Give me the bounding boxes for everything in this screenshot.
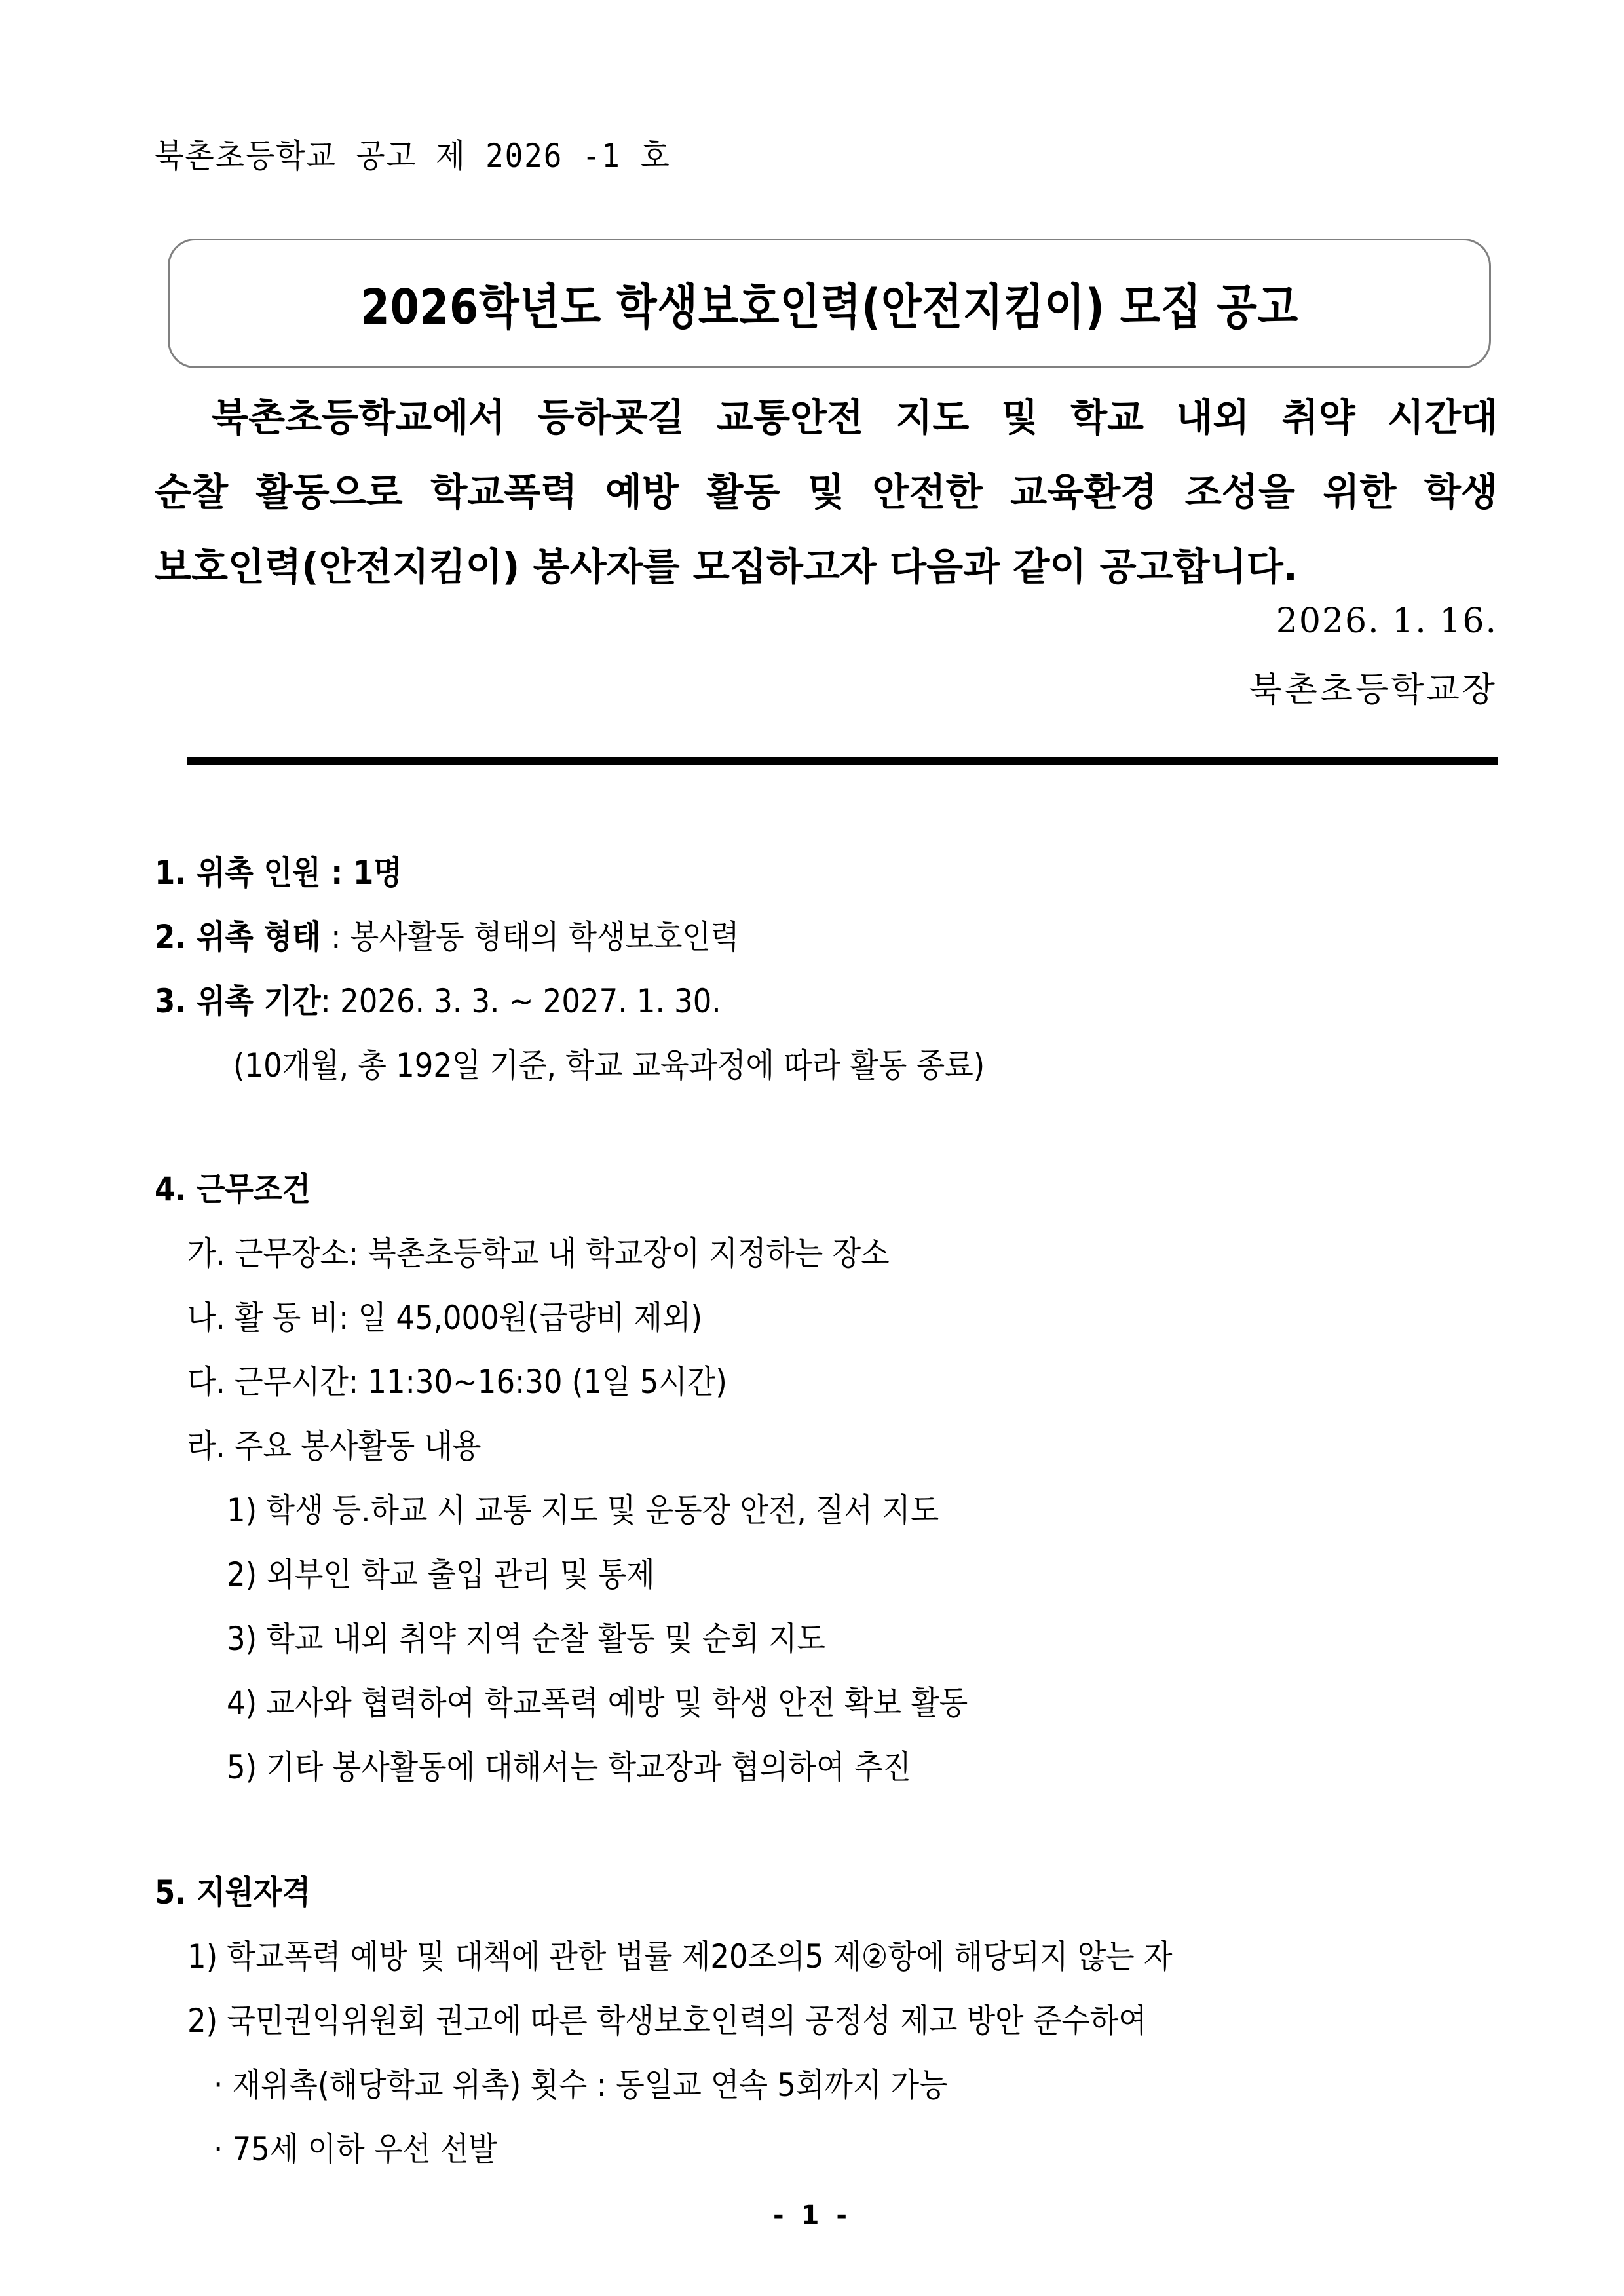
page-number: - 1 - <box>773 2200 851 2230</box>
duty-item: 4) 교사와 협력하여 학교폭력 예방 및 학생 안전 확보 활동 <box>227 1684 968 1722</box>
section-2-value: : 봉사활동 형태의 학생보호인력 <box>331 918 740 956</box>
divider-rule <box>187 757 1498 765</box>
signer: 북촌초등학교장 <box>1249 670 1498 710</box>
qualification-item: 1) 학교폭력 예방 및 대책에 관한 법률 제20조의5 제②항에 해당되지 않는 자 <box>187 1938 1173 1976</box>
duty-item: 3) 학교 내외 취약 지역 순찰 활동 및 순회 지도 <box>227 1620 825 1658</box>
document-title: 2026학년도 학생보호인력(안전지킴이) 모집 공고 <box>360 279 1298 335</box>
section-3-note: (10개월, 총 192일 기준, 학교 교육과정에 따라 활동 종료) <box>233 1046 985 1084</box>
section-1-label: 1. 위촉 인원 : <box>155 854 353 892</box>
work-condition-item: 가. 근무장소: 북촌초등학교 내 학교장이 지정하는 장소 <box>187 1234 890 1272</box>
section-4-heading: 4. 근무조건 <box>155 1170 311 1208</box>
duty-item: 2) 외부인 학교 출입 관리 및 통제 <box>227 1556 655 1594</box>
notice-number: 북촌초등학교 공고 제 2026 -1 호 <box>155 137 671 175</box>
section-3 <box>155 975 721 1022</box>
section-1-value: 1명 <box>352 854 402 892</box>
duty-item: 1) 학생 등.하교 시 교통 지도 및 운동장 안전, 질서 지도 <box>227 1491 939 1529</box>
section-5-heading: 5. 지원자격 <box>155 1873 311 1911</box>
section-3-label: 3. 위촉 기간 <box>155 982 321 1020</box>
work-condition-item: 나. 활 동 비: 일 45,000원(급량비 제외) <box>187 1299 703 1337</box>
duty-item: 5) 기타 봉사활동에 대해서는 학교장과 협의하여 추진 <box>227 1748 911 1786</box>
intro-line: 순찰 활동으로 학교폭력 예방 활동 및 안전한 교육환경 조성을 위한 학생 <box>155 470 1498 514</box>
section-2 <box>155 911 739 958</box>
section-3-value: : 2026. 3. 3. ~ 2027. 1. 30. <box>320 982 721 1020</box>
intro-line: 북촌초등학교에서 등하굣길 교통안전 지도 및 학교 내외 취약 시간대 <box>155 395 1498 440</box>
intro-paragraph <box>155 380 1498 604</box>
qualification-bullet: · 75세 이하 우선 선발 <box>214 2130 498 2168</box>
work-condition-item: 다. 근무시간: 11:30~16:30 (1일 5시간) <box>187 1363 727 1401</box>
qualification-item: 2) 국민권익위원회 권고에 따른 학생보호인력의 공정성 제고 방안 준수하여 <box>187 2002 1147 2040</box>
intro-line: 보호인력(안전지킴이) 봉사자를 모집하고자 다음과 같이 공고합니다. <box>155 545 1298 589</box>
qualification-bullet: · 재위촉(해당학교 위촉) 횟수 : 동일교 연속 5회까지 가능 <box>214 2066 948 2104</box>
work-condition-item: 라. 주요 봉사활동 내용 <box>187 1427 482 1465</box>
announcement-date: 2026. 1. 16. <box>1275 602 1498 641</box>
section-1 <box>155 847 402 894</box>
title-box <box>168 239 1491 368</box>
section-2-label: 2. 위촉 형태 <box>155 918 331 956</box>
